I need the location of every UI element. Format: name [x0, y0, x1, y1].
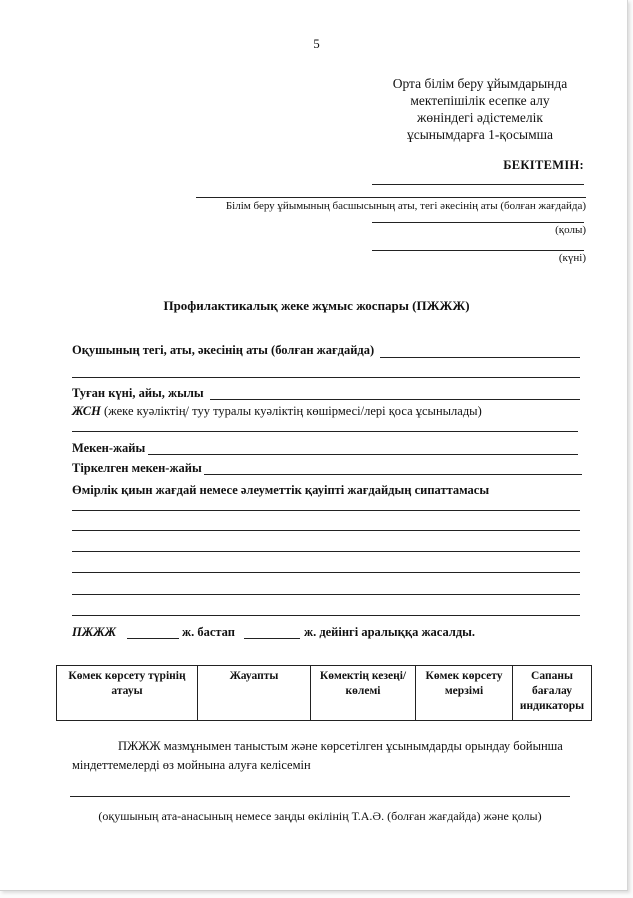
acknowledgement-text: ПЖЖЖ мазмұнымен таныстым және көрсетілген ұсынымдарды орындау бойынша міндеттемелерді өз мойнына алуға келісемін — [72, 739, 563, 772]
situation-line-2[interactable] — [72, 530, 580, 531]
table-header-cell: Сапаны бағалау индикаторы — [513, 666, 592, 721]
table-header-row — [57, 666, 592, 721]
head-name-caption: Білім беру ұйымының басшысының аты, тегі әкесінің аты (болған жағдайда) — [225, 200, 586, 212]
birth-date-line[interactable] — [210, 399, 580, 400]
iin-abbr: ЖСН — [72, 404, 101, 418]
period-from-line[interactable] — [127, 638, 179, 639]
signature-caption: (қолы) — [555, 224, 586, 236]
approval-line-1 — [372, 184, 584, 185]
situation-line-5[interactable] — [72, 594, 580, 595]
situation-label: Өмірлік қиын жағдай немесе әлеуметтік қауіпті жағдайдың сипаттамасы — [72, 483, 490, 497]
document-title: Профилактикалық жеке жұмыс жоспары (ПЖЖЖ) — [163, 298, 470, 313]
student-name-line[interactable] — [380, 357, 580, 358]
approval-head-name-line — [196, 197, 586, 198]
appendix-line-2: мектепішілік есепке алу — [410, 93, 550, 108]
appendix-line-3: жөніндегі әдістемелік — [417, 110, 543, 125]
page-number: 5 — [313, 36, 320, 51]
period-to-text: ж. дейінгі аралыққа жасалды. — [304, 625, 476, 639]
registered-address-line[interactable] — [204, 474, 582, 475]
parent-signature-line[interactable] — [70, 796, 570, 797]
iin-note: (жеке куәліктің/ туу туралы куәліктің көшірмесі/лері қоса ұсынылады) — [104, 404, 482, 418]
birth-date-label: Туған күні, айы, жылы — [72, 386, 204, 400]
date-line — [372, 250, 584, 251]
address-line[interactable] — [148, 454, 578, 455]
table-header-cell: Көмектің кезеңі/ көлемі — [311, 666, 416, 721]
student-name-label: Оқушының тегі, аты, әкесінің аты (болған жағдайда) — [72, 343, 375, 357]
iin-label — [72, 404, 482, 419]
period-from-text: ж. бастап — [182, 625, 235, 639]
approval-heading: БЕКІТЕМІН: — [503, 158, 584, 172]
date-caption: (күні) — [558, 252, 586, 264]
parent-signature-caption: (оқушының ата-анасының немесе заңды өкілінің Т.А.Ә. (болған жағдайда) және қолы) — [98, 809, 542, 823]
appendix-line-4: ұсынымдарға 1-қосымша — [406, 127, 554, 142]
table-header-cell: Жауапты — [198, 666, 311, 721]
assistance-table — [56, 665, 592, 721]
iin-line[interactable] — [72, 431, 578, 432]
table-header-cell: Көмек көрсету түрінің атауы — [57, 666, 198, 721]
period-to-line[interactable] — [244, 638, 300, 639]
registered-address-label: Тіркелген мекен-жайы — [72, 461, 202, 475]
period-abbr: ПЖЖЖ — [72, 625, 117, 639]
signature-line — [372, 222, 584, 223]
situation-line-3[interactable] — [72, 551, 580, 552]
student-name-line-2[interactable] — [72, 377, 580, 378]
appendix-line-1: Орта білім беру ұйымдарында — [392, 76, 568, 91]
address-label: Мекен-жайы — [72, 441, 146, 455]
table-header-cell: Көмек көрсету мерзімі — [416, 666, 513, 721]
situation-line-6[interactable] — [72, 615, 580, 616]
situation-line-4[interactable] — [72, 572, 580, 573]
appendix-note — [360, 75, 600, 143]
situation-line-1[interactable] — [72, 510, 580, 511]
